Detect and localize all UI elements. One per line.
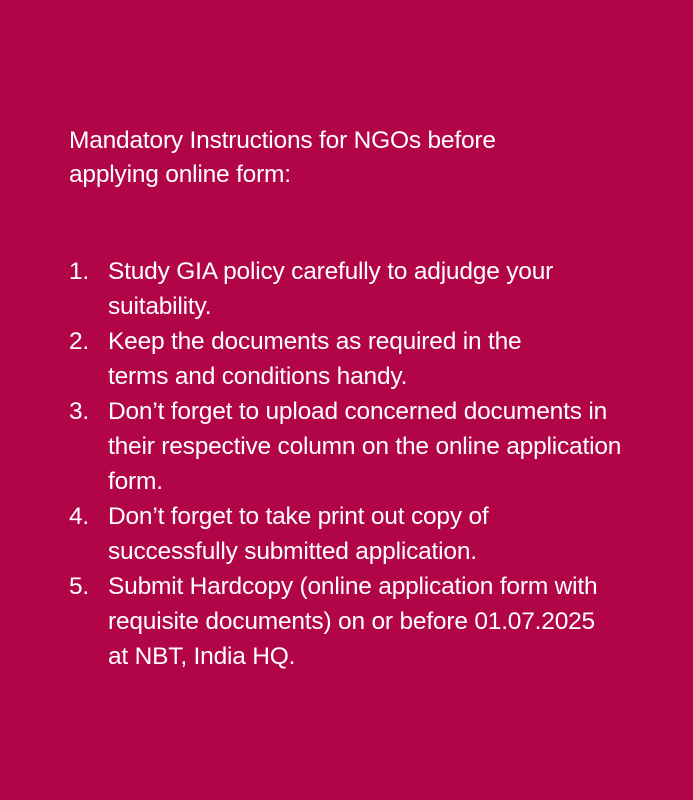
instruction-number: 4. xyxy=(69,503,90,530)
instructions-list xyxy=(69,254,669,674)
instruction-number: 2. xyxy=(69,328,90,355)
instructions-heading xyxy=(69,124,669,192)
instruction-number: 1. xyxy=(69,258,90,285)
instruction-text: Keep the documents as required in the terms and conditions handy. xyxy=(108,328,522,390)
instruction-number: 5. xyxy=(69,573,90,600)
instruction-item-2 xyxy=(69,324,669,394)
instruction-number: 3. xyxy=(69,398,90,425)
heading-line-2: applying online form: xyxy=(69,161,291,188)
instruction-text: Submit Hardcopy (online application form with requisite documents) on or before 01.07.2025 at NBT, India HQ. xyxy=(108,573,598,670)
instruction-text: Study GIA policy carefully to adjudge your suitability. xyxy=(108,258,554,320)
instructions-card xyxy=(69,124,669,670)
heading-line-1: Mandatory Instructions for NGOs before xyxy=(69,127,496,154)
instruction-item-4 xyxy=(69,499,669,569)
instruction-item-3 xyxy=(69,394,669,499)
instruction-text: Don’t forget to upload concerned documents in their respective column on the online application form. xyxy=(108,398,622,495)
instruction-item-5 xyxy=(69,569,669,674)
instruction-text: Don’t forget to take print out copy of successfully submitted application. xyxy=(108,503,489,565)
instruction-item-1 xyxy=(69,254,669,324)
